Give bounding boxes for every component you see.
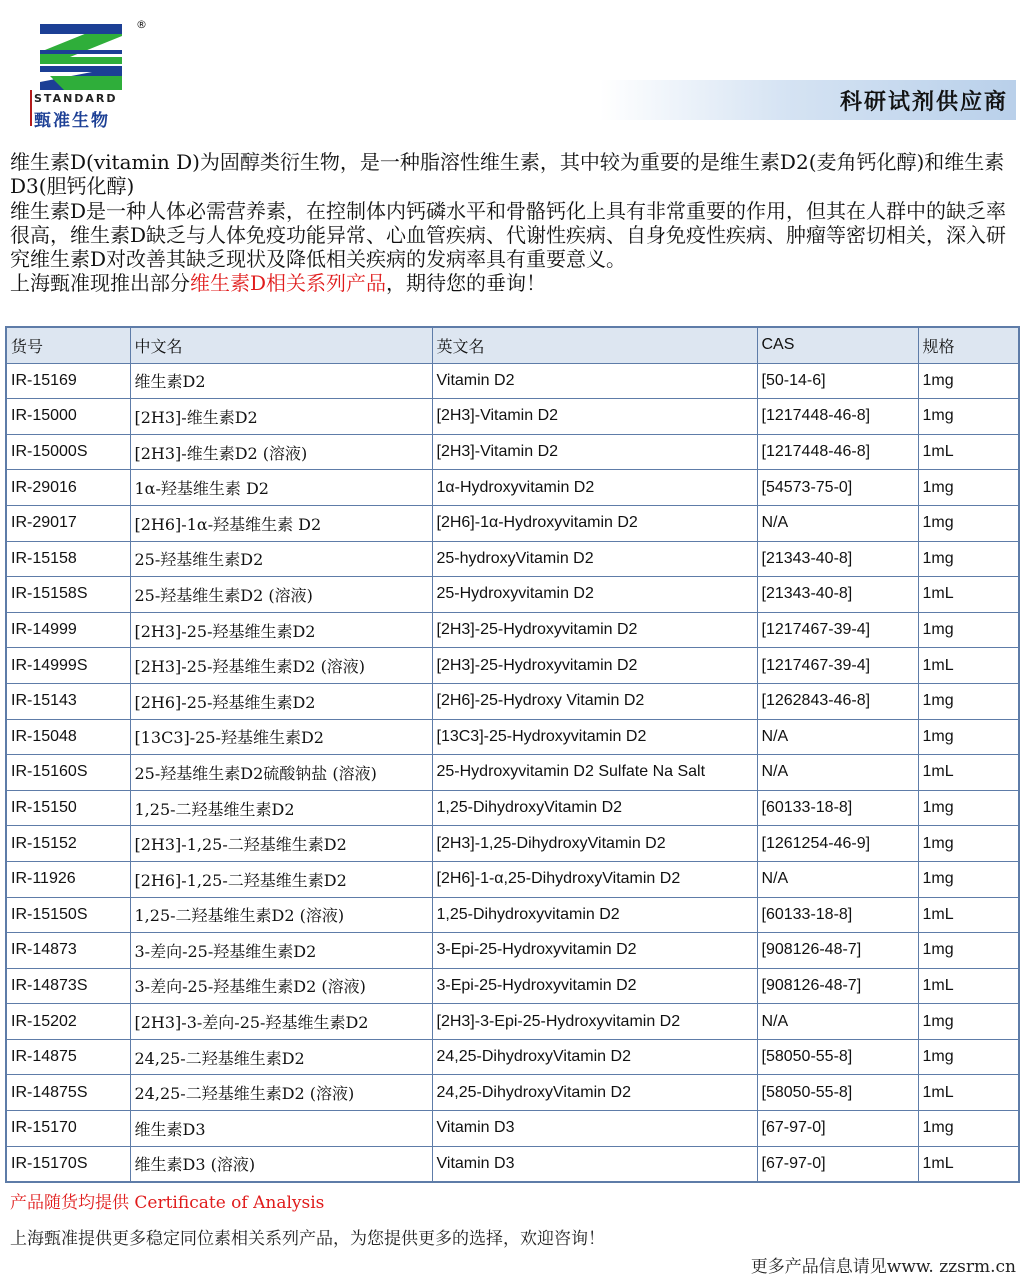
cell-spec: 1mg [918,470,1019,506]
cell-spec: 1mL [918,755,1019,791]
intro-p3-highlight: 维生素D相关系列产品 [190,271,387,296]
cell-spec: 1mg [918,1039,1019,1075]
cell-spec: 1mL [918,1146,1019,1182]
supplier-tag: 科研试剂供应商 [839,89,1008,115]
coa-note: 产品随货均提供 Certificate of Analysis [10,1193,325,1213]
cell-chinese-name: 24,25-二羟基维生素D2 (溶液) [130,1075,432,1111]
cell-spec: 1mg [918,1111,1019,1147]
cell-cas: [58050-55-8] [757,1075,918,1111]
cell-cas: N/A [757,719,918,755]
table-row [6,861,1019,897]
intro-p3-suffix: ，期待您的垂询！ [386,271,547,296]
cell-chinese-name: 25-羟基维生素D2硫酸钠盐 (溶液) [130,755,432,791]
cell-cas: [60133-18-8] [757,897,918,933]
cell-cas: N/A [757,505,918,541]
cell-cas: [60133-18-8] [757,790,918,826]
cell-cas: [1217448-46-8] [757,399,918,435]
cell-cas: [54573-75-0] [757,470,918,506]
cell-english-name: [2H6]-1α-Hydroxyvitamin D2 [432,505,757,541]
more-info-link[interactable]: 更多产品信息请见www. zzsrm.cn [750,1257,1016,1277]
cell-item-no: IR-14873S [6,968,130,1004]
cell-cas: [1262843-46-8] [757,683,918,719]
cell-item-no: IR-15202 [6,1004,130,1040]
table-row [6,933,1019,969]
company-logo [12,18,147,131]
intro-p3-prefix: 上海甄准现推出部分 [10,271,190,296]
cell-cas: [58050-55-8] [757,1039,918,1075]
table-row [6,648,1019,684]
cell-item-no: IR-29017 [6,505,130,541]
intro-paragraph-2: 维生素D是一种人体必需营养素，在控制体内钙磷水平和骨骼钙化上具有非常重要的作用，但其在人群中的缺乏率很高，维生素D缺乏与人体免疫功能异常、心血管疾病、代谢性疾病、自身免疫性疾病、肿瘤等密切相关，深入研究维生素D对改善其缺乏现状及降低相关疾病的发病率具有重要意义。 [10,198,1007,272]
cell-english-name: [13C3]-25-Hydroxyvitamin D2 [432,719,757,755]
cell-chinese-name: 25-羟基维生素D2 (溶液) [130,577,432,613]
cell-chinese-name: 维生素D3 [130,1111,432,1147]
cell-chinese-name: [2H6]-1,25-二羟基维生素D2 [130,861,432,897]
cell-cas: [1217467-39-4] [757,648,918,684]
cell-spec: 1mL [918,1075,1019,1111]
cell-item-no: IR-14873 [6,933,130,969]
cell-spec: 1mg [918,790,1019,826]
cell-english-name: [2H6]-25-Hydroxy Vitamin D2 [432,683,757,719]
cell-chinese-name: 25-羟基维生素D2 [130,541,432,577]
cell-spec: 1mg [918,505,1019,541]
table-row [6,790,1019,826]
intro-paragraph-3 [10,271,1014,295]
cell-chinese-name: 1,25-二羟基维生素D2 [130,790,432,826]
cell-spec: 1mg [918,541,1019,577]
cell-item-no: IR-11926 [6,861,130,897]
logo-chinese-name: 甄准生物 [34,111,110,131]
cell-item-no: IR-29016 [6,470,130,506]
cell-item-no: IR-15158S [6,577,130,613]
cell-cas: N/A [757,755,918,791]
cell-english-name: Vitamin D3 [432,1111,757,1147]
table-row [6,541,1019,577]
cell-english-name: [2H3]-25-Hydroxyvitamin D2 [432,612,757,648]
cell-item-no: IR-15170S [6,1146,130,1182]
table-row [6,1111,1019,1147]
cell-spec: 1mL [918,648,1019,684]
table-header-row [6,327,1019,363]
cell-chinese-name: 3-差向-25-羟基维生素D2 (溶液) [130,968,432,1004]
cell-item-no: IR-14999S [6,648,130,684]
intro-paragraph-1: 维生素D(vitamin D)为固醇类衍生物，是一种脂溶性维生素，其中较为重要的是维生素D2(麦角钙化醇)和维生素D3(胆钙化醇) [10,150,1005,199]
cell-spec: 1mg [918,363,1019,399]
cell-spec: 1mg [918,933,1019,969]
cell-chinese-name: 24,25-二羟基维生素D2 [130,1039,432,1075]
cell-spec: 1mg [918,826,1019,862]
table-row [6,826,1019,862]
table-row [6,470,1019,506]
cell-english-name: 24,25-DihydroxyVitamin D2 [432,1075,757,1111]
cell-item-no: IR-15150 [6,790,130,826]
header-cas: CAS [757,327,918,363]
cell-item-no: IR-15143 [6,683,130,719]
cell-english-name: 25-Hydroxyvitamin D2 Sulfate Na Salt [432,755,757,791]
cell-spec: 1mg [918,399,1019,435]
cell-spec: 1mg [918,683,1019,719]
cell-english-name: 1,25-Dihydroxyvitamin D2 [432,897,757,933]
product-table [5,326,1020,1183]
cell-item-no: IR-15150S [6,897,130,933]
cell-item-no: IR-14875 [6,1039,130,1075]
logo-accent-line [12,90,32,126]
table-row [6,1146,1019,1182]
cell-spec: 1mg [918,861,1019,897]
cell-cas: [908126-48-7] [757,933,918,969]
cell-english-name: [2H3]-25-Hydroxyvitamin D2 [432,648,757,684]
cell-item-no: IR-15170 [6,1111,130,1147]
cell-cas: [50-14-6] [757,363,918,399]
cell-english-name: [2H3]-Vitamin D2 [432,434,757,470]
header-english-name: 英文名 [432,327,757,363]
cell-cas: [21343-40-8] [757,541,918,577]
cell-spec: 1mg [918,719,1019,755]
intro-text [10,150,1014,296]
cell-cas: [908126-48-7] [757,968,918,1004]
table-row [6,683,1019,719]
cell-item-no: IR-15048 [6,719,130,755]
cell-item-no: IR-15000S [6,434,130,470]
table-row [6,577,1019,613]
cell-item-no: IR-15160S [6,755,130,791]
cell-item-no: IR-15000 [6,399,130,435]
table-row [6,719,1019,755]
header-chinese-name: 中文名 [130,327,432,363]
cell-english-name: 1α-Hydroxyvitamin D2 [432,470,757,506]
cell-item-no: IR-14875S [6,1075,130,1111]
cell-chinese-name: 3-差向-25-羟基维生素D2 [130,933,432,969]
table-row [6,612,1019,648]
cell-cas: [21343-40-8] [757,577,918,613]
cell-chinese-name: 维生素D2 [130,363,432,399]
cell-english-name: 25-Hydroxyvitamin D2 [432,577,757,613]
cell-english-name: 25-hydroxyVitamin D2 [432,541,757,577]
cell-spec: 1mg [918,612,1019,648]
cell-item-no: IR-15152 [6,826,130,862]
cell-spec: 1mL [918,897,1019,933]
cell-chinese-name: [13C3]-25-羟基维生素D2 [130,719,432,755]
cell-chinese-name: [2H3]-3-差向-25-羟基维生素D2 [130,1004,432,1040]
cell-cas: [1217448-46-8] [757,434,918,470]
table-row [6,755,1019,791]
cell-chinese-name: [2H3]-维生素D2 [130,399,432,435]
cell-chinese-name: 维生素D3 (溶液) [130,1146,432,1182]
cell-chinese-name: [2H6]-25-羟基维生素D2 [130,683,432,719]
cell-cas: [67-97-0] [757,1111,918,1147]
table-row [6,1039,1019,1075]
cell-cas: [67-97-0] [757,1146,918,1182]
cell-spec: 1mL [918,968,1019,1004]
cell-cas: [1217467-39-4] [757,612,918,648]
cell-chinese-name: [2H6]-1α-羟基维生素 D2 [130,505,432,541]
cell-item-no: IR-15169 [6,363,130,399]
cell-chinese-name: [2H3]-维生素D2 (溶液) [130,434,432,470]
cell-chinese-name: 1α-羟基维生素 D2 [130,470,432,506]
table-row [6,363,1019,399]
cell-english-name: 3-Epi-25-Hydroxyvitamin D2 [432,933,757,969]
cell-english-name: [2H3]-Vitamin D2 [432,399,757,435]
cell-spec: 1mg [918,1004,1019,1040]
cell-english-name: 3-Epi-25-Hydroxyvitamin D2 [432,968,757,1004]
registered-mark: ® [136,18,147,31]
cell-item-no: IR-14999 [6,612,130,648]
cell-spec: 1mL [918,577,1019,613]
cell-cas: [1261254-46-9] [757,826,918,862]
cell-chinese-name: [2H3]-25-羟基维生素D2 [130,612,432,648]
table-row [6,968,1019,1004]
table-body [6,363,1019,1182]
cell-english-name: 1,25-DihydroxyVitamin D2 [432,790,757,826]
contact-note: 上海甄准提供更多稳定同位素相关系列产品，为您提供更多的选择，欢迎咨询！ [10,1229,605,1249]
cell-spec: 1mL [918,434,1019,470]
cell-cas: N/A [757,861,918,897]
supplier-banner [600,80,1016,120]
cell-english-name: [2H3]-3-Epi-25-Hydroxyvitamin D2 [432,1004,757,1040]
table-row [6,399,1019,435]
table-row [6,1075,1019,1111]
cell-item-no: IR-15158 [6,541,130,577]
cell-chinese-name: [2H3]-1,25-二羟基维生素D2 [130,826,432,862]
cell-english-name: Vitamin D2 [432,363,757,399]
cell-cas: N/A [757,1004,918,1040]
cell-english-name: Vitamin D3 [432,1146,757,1182]
table-row [6,897,1019,933]
cell-english-name: 24,25-DihydroxyVitamin D2 [432,1039,757,1075]
zz-logo-icon [40,24,122,90]
cell-english-name: [2H3]-1,25-DihydroxyVitamin D2 [432,826,757,862]
table-row [6,505,1019,541]
cell-english-name: [2H6]-1-α,25-DihydroxyVitamin D2 [432,861,757,897]
table-row [6,1004,1019,1040]
logo-standard-text: STANDARD [34,92,118,105]
table-row [6,434,1019,470]
cell-chinese-name: 1,25-二羟基维生素D2 (溶液) [130,897,432,933]
cell-chinese-name: [2H3]-25-羟基维生素D2 (溶液) [130,648,432,684]
header-spec: 规格 [918,327,1019,363]
header-item-no: 货号 [6,327,130,363]
